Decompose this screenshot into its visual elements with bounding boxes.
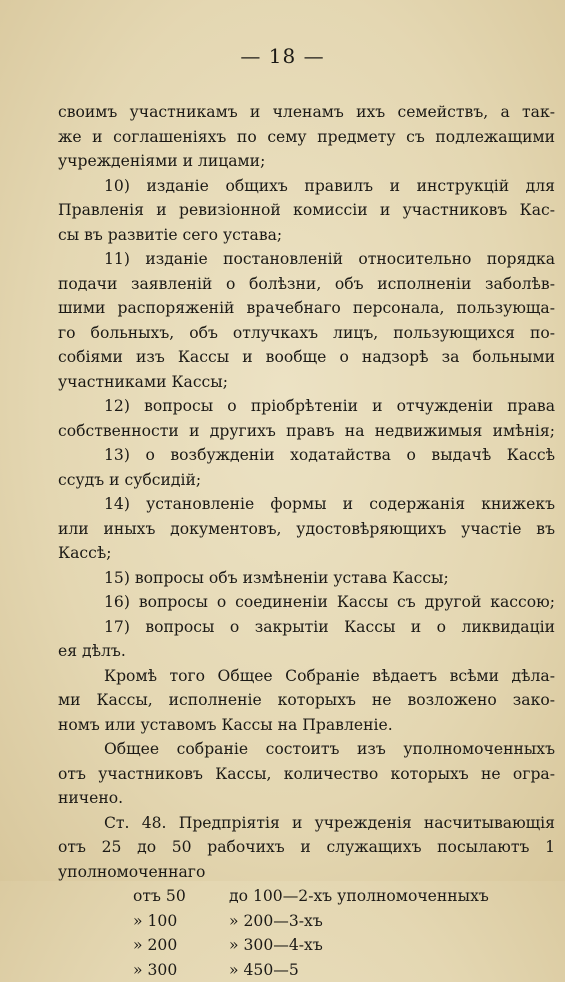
text-line: номъ или уставомъ Кассы на Правленіе.: [58, 713, 555, 738]
table-row: [58, 884, 555, 909]
table-cell-from: » 100: [58, 909, 229, 934]
text-line: ссудъ и субсидій;: [58, 468, 555, 493]
text-line: или иныхъ документовъ, удостовѣряющихъ участіе въ: [58, 517, 555, 542]
table-cell-from: » 200: [58, 933, 229, 958]
text-line: 12) вопросы о пріобрѣтеніи и отчужденіи права: [58, 394, 555, 419]
text-line: уполномоченнаго: [58, 860, 555, 885]
table-cell-to: » 300—4-хъ: [229, 936, 323, 954]
text-line: ничено.: [58, 786, 555, 811]
text-line: 16) вопросы о соединеніи Кассы съ другой кассою;: [58, 590, 555, 615]
table-cell-to: » 450—5: [229, 961, 299, 979]
text-line: собіями изъ Кассы и вообще о надзорѣ за больными: [58, 345, 555, 370]
text-line: участниками Кассы;: [58, 370, 555, 395]
text-line: же и соглашеніяхъ по сему предмету съ подлежащими: [58, 125, 555, 150]
table-cell-to: до 100—2-хъ уполномоченныхъ: [229, 887, 489, 905]
text-line: шими распоряженій врачебнаго персонала, пользующа-: [58, 296, 555, 321]
table-cell-from: » 300: [58, 958, 229, 982]
text-line: 14) установленіе формы и содержанія книжекъ: [58, 492, 555, 517]
table-cell-to: » 200—3-хъ: [229, 912, 323, 930]
text-line: отъ 25 до 50 рабочихъ и служащихъ посылаютъ 1: [58, 835, 555, 860]
text-line: собственности и другихъ правъ на недвижимыя имѣнія;: [58, 419, 555, 444]
text-line: го больныхъ, объ отлучкахъ лицъ, пользующихся по-: [58, 321, 555, 346]
text-line: Кромѣ того Общее Собраніе вѣдаетъ всѣми дѣла-: [58, 664, 555, 689]
text-line: 17) вопросы о закрытіи Кассы и о ликвидаціи: [58, 615, 555, 640]
text-line: учрежденіями и лицами;: [58, 149, 555, 174]
table-cell-from: отъ 50: [58, 884, 229, 909]
text-line: Ст. 48. Предпріятія и учрежденія насчитывающія: [58, 811, 555, 836]
text-line: 13) о возбужденіи ходатайства о выдачѣ Кассѣ: [58, 443, 555, 468]
body-text: [58, 100, 555, 982]
text-line: Правленія и ревизіонной комиссіи и участниковъ Кас-: [58, 198, 555, 223]
text-line: 10) изданіе общихъ правилъ и инструкцій для: [58, 174, 555, 199]
text-line: отъ участниковъ Кассы, количество которыхъ не огра-: [58, 762, 555, 787]
page-number: — 18 —: [0, 44, 565, 68]
text-line: 11) изданіе постановленій относительно порядка: [58, 247, 555, 272]
text-line: 15) вопросы объ измѣненіи устава Кассы;: [58, 566, 555, 591]
text-line: сы въ развитіе сего устава;: [58, 223, 555, 248]
text-line: ея дѣлъ.: [58, 639, 555, 664]
text-line: Кассѣ;: [58, 541, 555, 566]
table-row: [58, 933, 555, 958]
text-line: Общее собраніе состоитъ изъ уполномоченныхъ: [58, 737, 555, 762]
table-row: [58, 909, 555, 934]
table-row: [58, 958, 555, 982]
text-line: подачи заявленій о болѣзни, объ исполненіи заболѣв-: [58, 272, 555, 297]
text-line: ми Кассы, исполненіе которыхъ не возложено зако-: [58, 688, 555, 713]
text-line: своимъ участникамъ и членамъ ихъ семействъ, а так-: [58, 100, 555, 125]
